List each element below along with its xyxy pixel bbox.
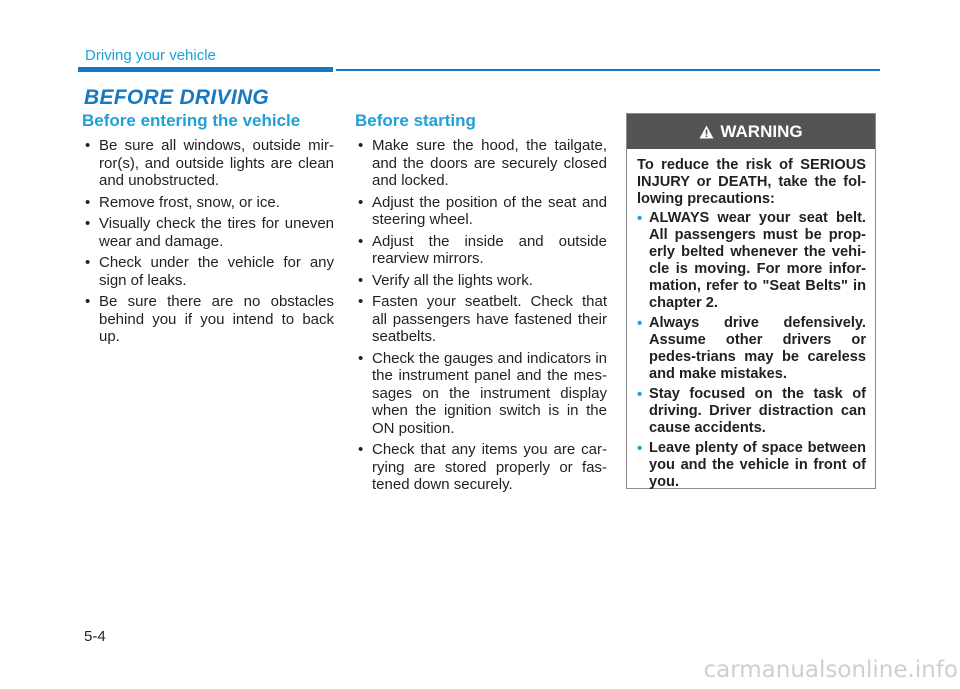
list-item: • Remove frost, snow, or ice. (85, 193, 280, 211)
list-item: • Leave plenty of space between you and the vehicle in front of you. (637, 440, 866, 490)
warning-list (637, 210, 866, 491)
chapter-header-label: Driving your vehicle (85, 47, 216, 64)
list-item: • ALWAYS wear your seat belt. All passengers must be prop-erly belted whenever the vehi-cle is moving. For more infor-mation, refer to "Seat Belts" in chapter 2. (637, 210, 866, 311)
before-entering-column (82, 111, 334, 350)
list-item: • Check the gauges and indicators in the instrument panel and the mes-sages on the instrument display when the ignition switch is in the ON position. (358, 349, 607, 437)
list-item: • Be sure there are no obstacles behind you if you intend to back up. (85, 293, 334, 345)
list-item: • Check that any items you are car-rying are stored properly or fas-tened down securely. (358, 441, 607, 493)
header-bar-thin (336, 69, 880, 71)
warning-intro: To reduce the risk of SERIOUS INJURY or DEATH, take the fol-lowing precautions: (637, 157, 866, 207)
warning-box (626, 113, 876, 489)
warning-body (627, 149, 875, 491)
before-starting-column (355, 111, 607, 498)
page-number: 5-4 (84, 628, 106, 645)
list-item: • Adjust the position of the seat and steering wheel. (358, 193, 607, 228)
before-starting-list (355, 137, 607, 494)
list-item: • Stay focused on the task of driving. Driver distraction can cause accidents. (637, 386, 866, 436)
before-entering-list (82, 137, 334, 346)
list-item: • Visually check the tires for uneven wear and damage. (85, 215, 334, 250)
warning-header (627, 114, 875, 149)
list-item: • Adjust the inside and outside rearview mirrors. (358, 232, 607, 267)
list-item: • Check under the vehicle for any sign of leaks. (85, 254, 334, 289)
list-item: • Fasten your seatbelt. Check that all passengers have fastened their seatbelts. (358, 293, 607, 345)
watermark-text: carmanualsonline.info (703, 657, 958, 683)
warning-title: WARNING (720, 121, 803, 141)
list-item: • Make sure the hood, the tailgate, and the doors are securely closed and locked. (358, 137, 607, 189)
list-item: • Always drive defensively. Assume other drivers or pedes-trians may be careless and make mistakes. (637, 315, 866, 382)
list-item: • Be sure all windows, outside mir-ror(s), and outside lights are clean and unobstructed. (85, 137, 334, 189)
before-starting-title: Before starting (355, 111, 476, 130)
before-entering-title: Before entering the vehicle (82, 111, 301, 130)
header-bar-thick (78, 67, 333, 72)
section-title: BEFORE DRIVING (84, 86, 270, 109)
warning-triangle-icon (699, 125, 714, 139)
list-item: • Verify all the lights work. (358, 271, 533, 289)
